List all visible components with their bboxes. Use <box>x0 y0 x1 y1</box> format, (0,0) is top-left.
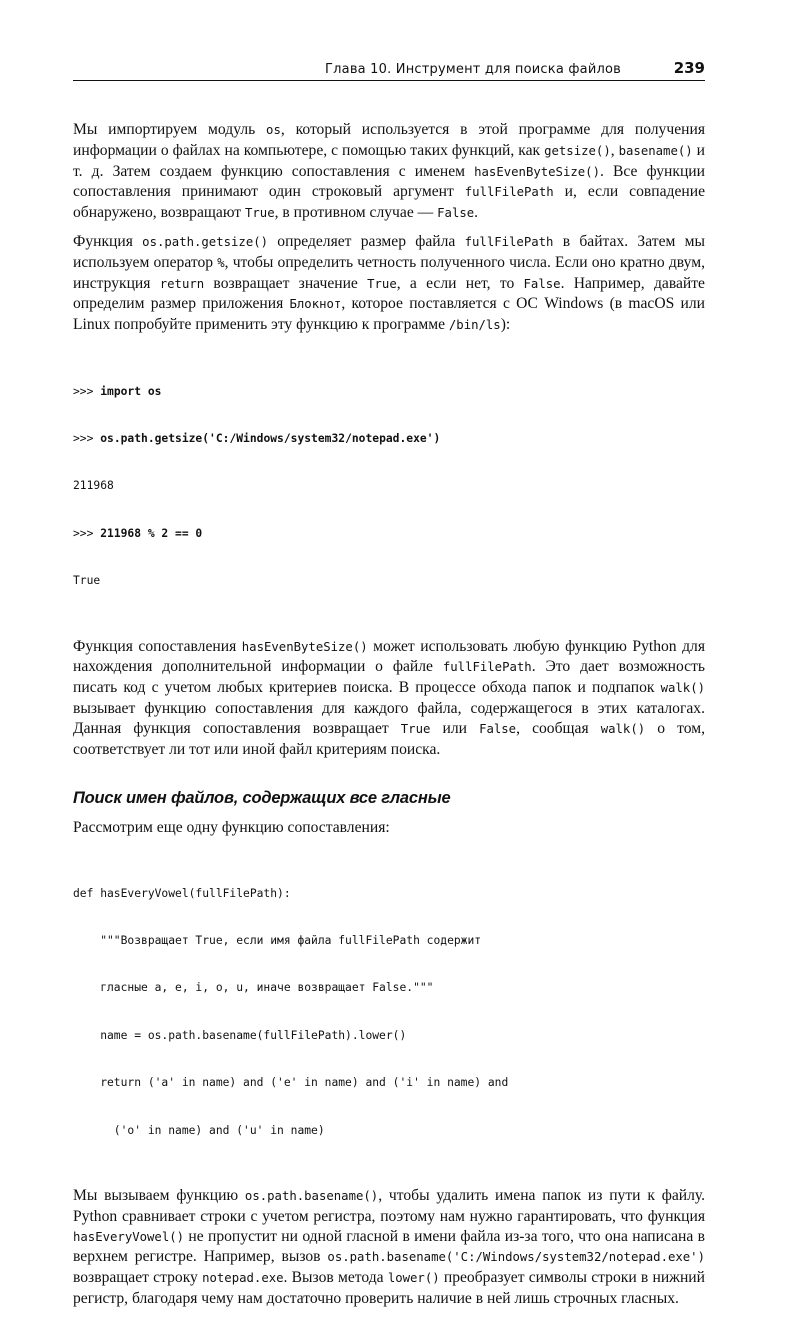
text-run: преобразует символы строки в нижний регистр, благодаря чему нам достаточно проверить наличие в ней лишь строчных гласных. <box>73 1269 705 1308</box>
code-input: 211968 % 2 == 0 <box>100 526 203 540</box>
code-block-function <box>73 854 705 1170</box>
code-line: ('o' in name) and ('u' in name) <box>73 1123 325 1137</box>
text-run: , <box>610 141 619 159</box>
inline-code: hasEvenByteSize() <box>474 164 600 179</box>
inline-code: /bin/ls <box>448 318 501 333</box>
text-run: в байтах. Затем мы используем оператор <box>73 232 705 271</box>
text-run: , который используется в этой программе для получения информации о файлах на компьютере, с помощью таких функций, как <box>73 121 705 159</box>
text-run: , которое поставляется с ОС Windows (в macOS или Linux попробуйте применить эту функцию к программе <box>73 295 705 334</box>
paragraph-5 <box>73 1186 705 1309</box>
page-body <box>73 120 705 1317</box>
inline-code: False <box>523 276 561 291</box>
text-run: . Все функции сопоставления принимают один строковый аргумент <box>73 162 705 201</box>
inline-code: False <box>437 206 475 221</box>
inline-code: os.path.basename('C:/Windows/system32/notepad.exe') <box>327 1250 705 1265</box>
text-run: не пропустит ни одной гласной в имени файла из-за того, что она написана в верхнем регистре. Например, вызов <box>73 1227 705 1266</box>
inline-code: getsize() <box>544 143 611 158</box>
text-run: . Это дает возможность писать код с учетом любых критериев поиска. В процессе обхода папок и подпапок <box>73 658 706 697</box>
inline-code: False <box>479 721 517 736</box>
text-run: Функция <box>73 232 143 250</box>
text-run: Функция сопоставления <box>73 637 242 655</box>
text-run: . Например, давайте определим размер приложения <box>73 274 705 313</box>
text-run: Мы вызываем функцию <box>73 1187 245 1205</box>
code-input: os.path.getsize('C:/Windows/system32/notepad.exe') <box>100 431 441 445</box>
inline-code: hasEvenByteSize() <box>241 639 368 654</box>
code-line: """Возвращает True, если имя файла fullFilePath содержит <box>73 934 482 948</box>
code-line <box>73 384 705 400</box>
inline-code: True <box>400 721 431 736</box>
code-line <box>73 478 705 494</box>
inline-code: Блокнот <box>289 297 342 312</box>
text-run: , в противном случае — <box>274 204 438 222</box>
inline-code: os.path.basename() <box>244 1189 379 1204</box>
inline-code: basename() <box>618 143 693 158</box>
inline-code: True <box>367 276 397 291</box>
code-output: True <box>73 574 101 588</box>
text-run: возвращает значение <box>204 274 368 292</box>
code-prompt: >>> <box>73 526 101 540</box>
inline-code: os.path.getsize() <box>142 234 269 249</box>
text-run: о том, соответствует ли тот или иной файл критериям поиска. <box>73 719 705 758</box>
code-prompt: >>> <box>73 431 101 445</box>
inline-code: os <box>266 123 281 137</box>
page-number: 239 <box>673 59 705 77</box>
text-run: . Вызов метода <box>283 1269 388 1287</box>
code-block-interactive <box>73 352 705 621</box>
code-line: гласные a, e, i, o, u, иначе возвращает False.""" <box>73 981 434 995</box>
text-run: , чтобы удалить имена папок из пути к файлу. Python сравнивает строки с учетом регистра, поэтому нам нужно гарантировать, что функция <box>73 1187 706 1225</box>
code-line: return ('a' in name) and ('e' in name) and ('i' in name) and <box>73 1076 509 1090</box>
code-line: def hasEveryVowel(fullFilePath): <box>73 886 291 900</box>
paragraph-1 <box>73 120 705 224</box>
code-line: name = os.path.basename(fullFilePath).lower() <box>73 1028 407 1042</box>
text-run: возвращает строку <box>73 1269 203 1287</box>
code-line <box>73 526 705 542</box>
code-input: import os <box>100 384 162 398</box>
code-prompt: >>> <box>73 384 101 398</box>
inline-code: notepad.exe <box>202 1271 284 1286</box>
inline-code: fullFilePath <box>464 185 554 200</box>
inline-code: return <box>159 276 205 291</box>
paragraph-3 <box>73 637 705 760</box>
running-header <box>73 58 705 81</box>
text-run: может использовать любую функцию Python для нахождения дополнительной информации о файле <box>73 637 705 676</box>
inline-code: True <box>245 206 275 221</box>
text-run: . <box>474 204 479 222</box>
text-run: вызывает функцию сопоставления для каждого файла, содержащегося в этих каталогах. Данная функция сопоставления возвращает <box>73 699 705 737</box>
text-run: и, если совпадение обнаружено, возвращают <box>73 183 705 222</box>
inline-code: lower() <box>387 1271 440 1286</box>
text-run: и т. д. Затем создаем функцию сопоставления с именем <box>73 141 706 180</box>
chapter-title: Глава 10. Инструмент для поиска файлов <box>325 62 621 77</box>
text-run: , чтобы определить четность полученного числа. Если оно кратно двум, инструкция <box>73 253 705 292</box>
text-run: определяет размер файла <box>268 232 465 250</box>
code-output: 211968 <box>73 479 114 493</box>
code-line <box>73 573 705 589</box>
text-run: , сообщая <box>516 719 601 737</box>
inline-code: walk() <box>660 681 705 696</box>
text-run: или <box>430 719 480 737</box>
text-run: ): <box>500 316 511 334</box>
paragraph-4: Рассмотрим еще одну функцию сопоставления: <box>73 819 390 837</box>
paragraph-2 <box>73 232 705 336</box>
inline-code: % <box>217 255 225 270</box>
text-run: , а если нет, то <box>396 274 524 292</box>
section-heading: Поиск имен файлов, содержащих все гласные <box>73 789 451 808</box>
text-run: Мы импортируем модуль <box>73 121 267 138</box>
inline-code: fullFilePath <box>442 660 532 675</box>
inline-code: hasEveryVowel() <box>73 1229 185 1244</box>
inline-code: walk() <box>600 721 646 736</box>
inline-code: fullFilePath <box>464 234 554 249</box>
code-line <box>73 431 705 447</box>
